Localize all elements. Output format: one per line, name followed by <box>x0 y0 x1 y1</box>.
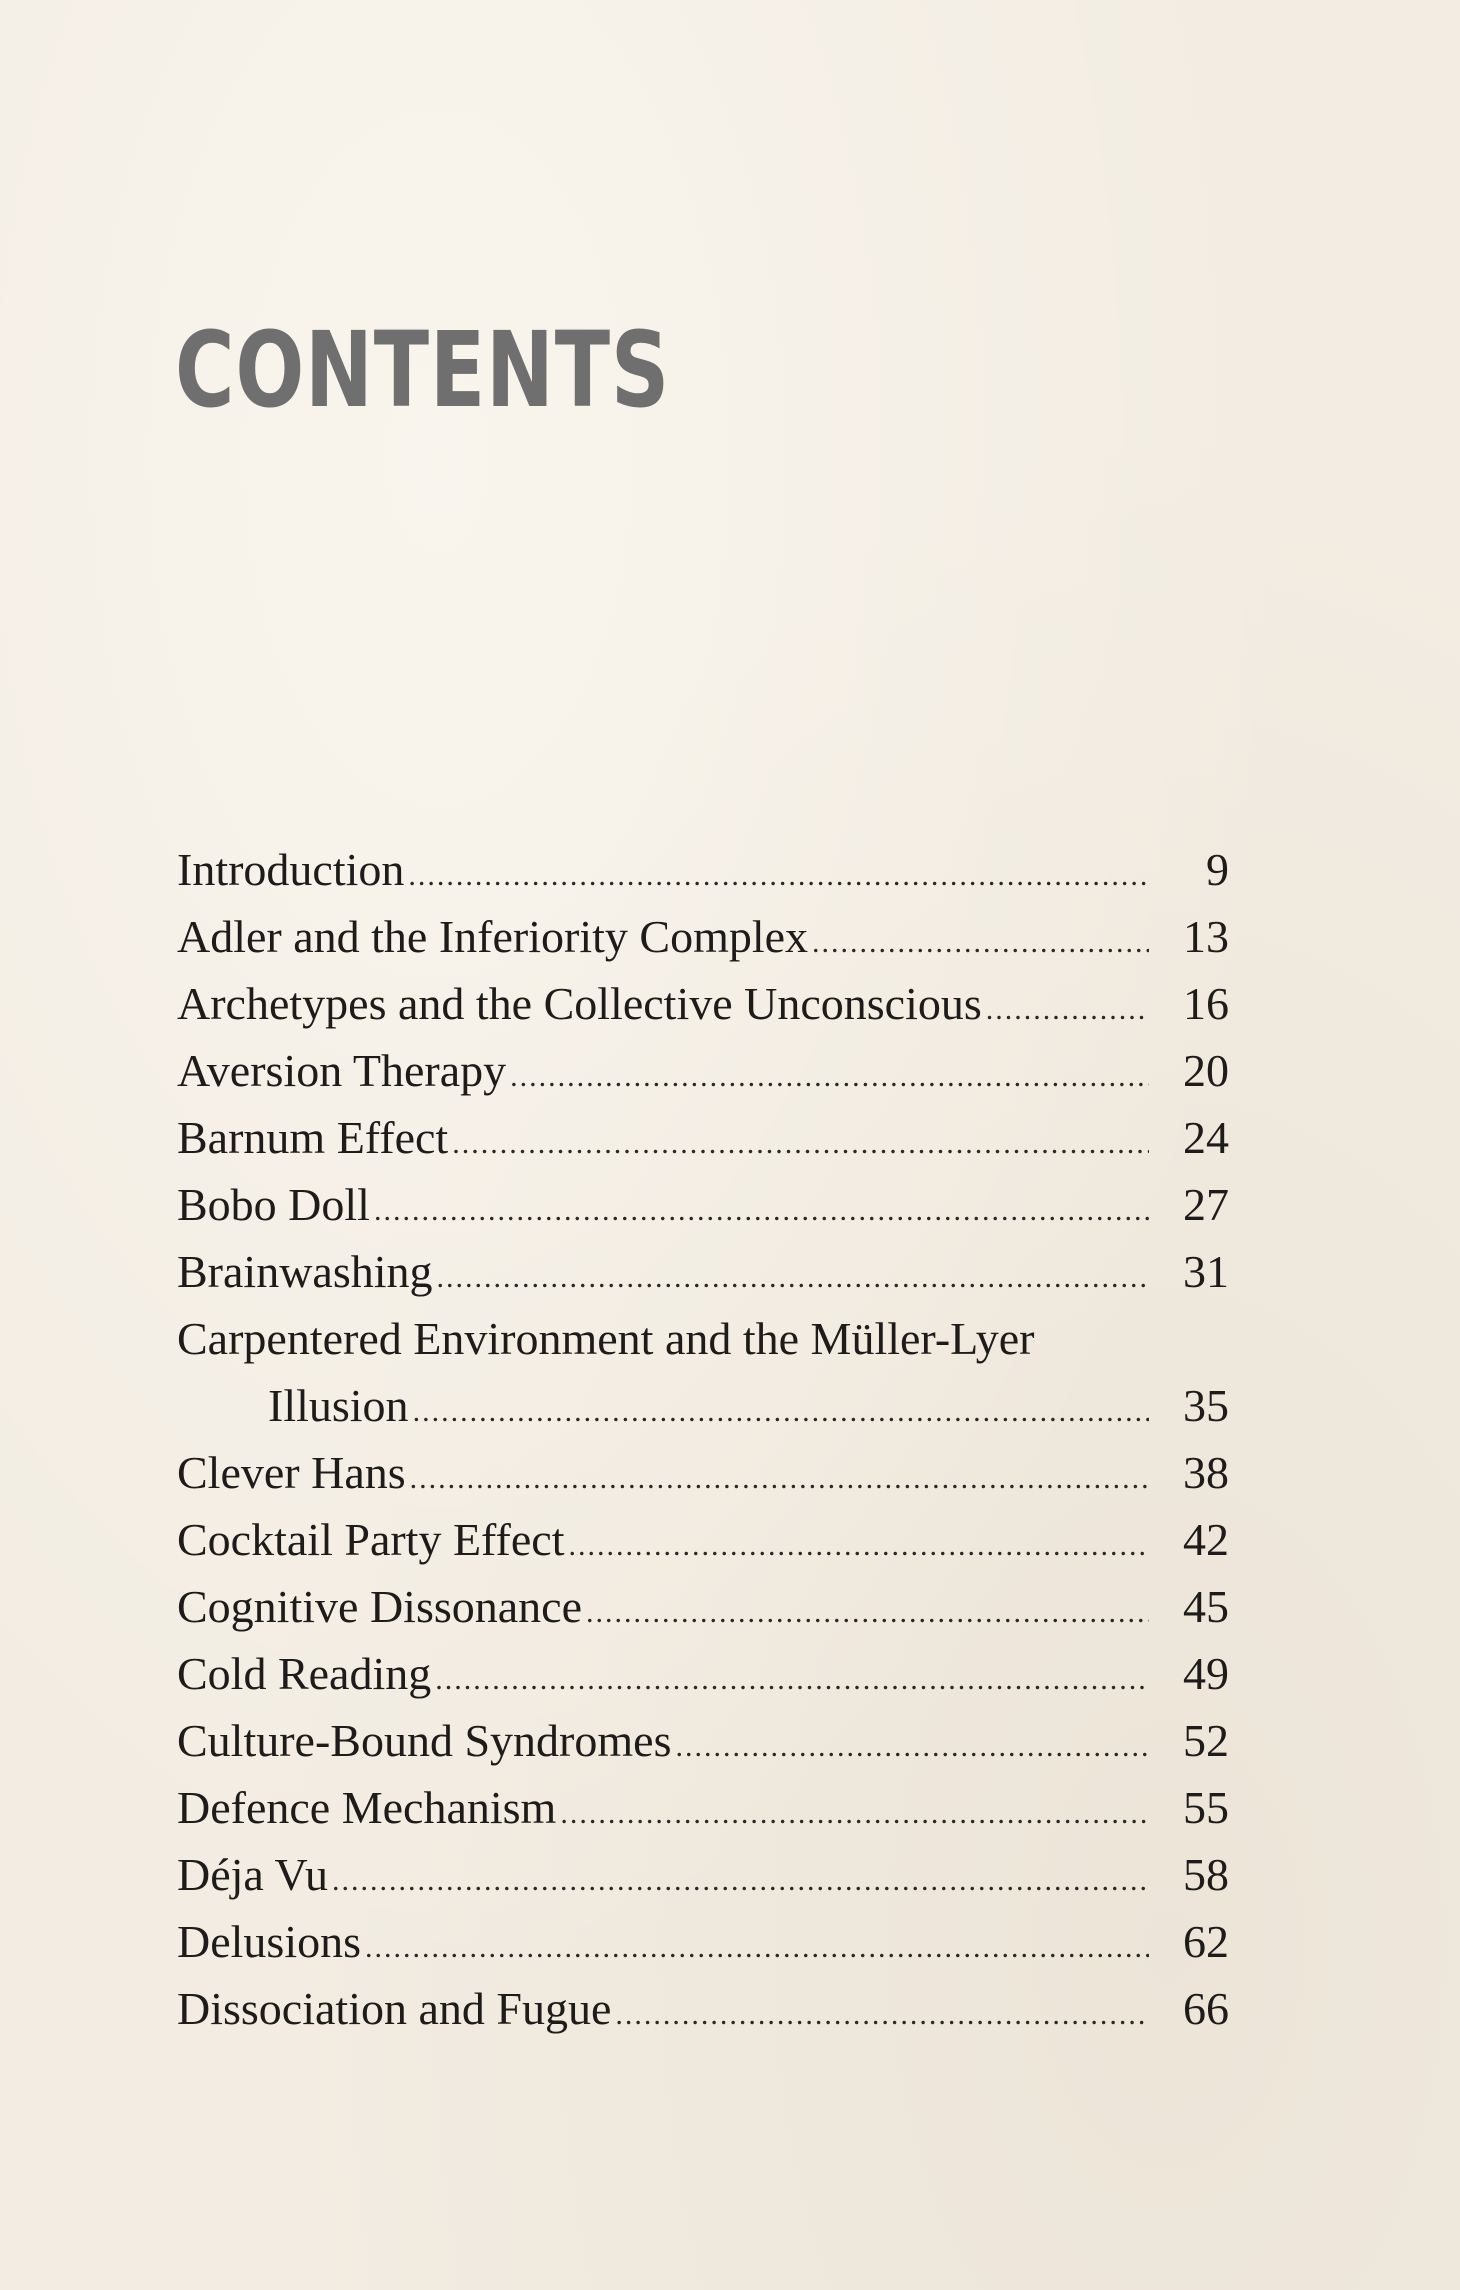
toc-entry-adler <box>177 903 1229 970</box>
toc-entry-archetypes <box>177 970 1229 1037</box>
toc-entry-title: Cognitive Dissonance <box>177 1581 582 1632</box>
dot-leader <box>408 842 1149 909</box>
toc-entry-page: 13 <box>1183 911 1229 962</box>
toc-entry-page: 62 <box>1183 1916 1229 1967</box>
toc-entry-title: Defence Mechanism <box>177 1782 557 1833</box>
toc-entry-barnum-effect <box>177 1104 1229 1171</box>
toc-entry-page: 52 <box>1183 1715 1229 1766</box>
toc-entry-title-continued: Illusion <box>268 1380 409 1431</box>
toc-entry-title: Aversion Therapy <box>177 1045 507 1096</box>
toc-entry-defence-mechanism <box>177 1774 1229 1841</box>
toc-entry-page: 27 <box>1183 1179 1229 1230</box>
toc-entry-dissociation-and-fugue <box>177 1975 1229 2042</box>
toc-entry-delusions <box>177 1908 1229 1975</box>
toc-entry-clever-hans <box>177 1439 1229 1506</box>
toc-entry-title: Barnum Effect <box>177 1112 449 1163</box>
toc-entry-title: Déja Vu <box>177 1849 328 1900</box>
toc-entry-page: 35 <box>1183 1380 1229 1431</box>
dot-leader <box>374 1177 1149 1244</box>
dot-leader <box>410 1445 1149 1512</box>
dot-leader <box>510 1043 1149 1110</box>
dot-leader <box>435 1646 1149 1713</box>
page-title: CONTENTS <box>175 309 671 431</box>
toc-entry-page: 55 <box>1183 1782 1229 1833</box>
toc-entry-introduction <box>177 836 1229 903</box>
toc-entry-carpentered-environment <box>177 1305 1229 1372</box>
dot-leader <box>615 1981 1149 2048</box>
toc-entry-title: Introduction <box>177 844 405 895</box>
toc-entry-aversion-therapy <box>177 1037 1229 1104</box>
dot-leader <box>675 1713 1149 1780</box>
toc-entry-title: Dissociation and Fugue <box>177 1983 612 2034</box>
dot-leader <box>365 1914 1149 1981</box>
toc-entry-title: Adler and the Inferiority Complex <box>177 911 809 962</box>
toc-entry-title: Carpentered Environment and the Müller-Lyer <box>177 1313 1035 1364</box>
dot-leader <box>986 976 1149 1043</box>
toc-entry-title: Brainwashing <box>177 1246 433 1297</box>
toc-entry-page: 24 <box>1183 1112 1229 1163</box>
toc-entry-title: Delusions <box>177 1916 361 1967</box>
toc-entry-title: Culture-Bound Syndromes <box>177 1715 672 1766</box>
toc-entry-page: 31 <box>1183 1246 1229 1297</box>
toc-entry-cognitive-dissonance <box>177 1573 1229 1640</box>
toc-entry-title: Archetypes and the Collective Unconscious <box>177 978 982 1029</box>
dot-leader <box>586 1579 1149 1646</box>
dot-leader <box>812 909 1149 976</box>
toc-entry-page: 42 <box>1183 1514 1229 1565</box>
toc-entry-title: Bobo Doll <box>177 1179 370 1230</box>
toc-entry-page: 45 <box>1183 1581 1229 1632</box>
toc-entry-title: Cold Reading <box>177 1648 432 1699</box>
dot-leader <box>452 1110 1149 1177</box>
table-of-contents <box>177 836 1229 2042</box>
toc-entry-page: 9 <box>1206 844 1229 895</box>
dot-leader <box>568 1512 1149 1579</box>
toc-entry-title: Cocktail Party Effect <box>177 1514 565 1565</box>
toc-entry-title: Clever Hans <box>177 1447 406 1498</box>
toc-entry-carpentered-environment-continued <box>177 1372 1229 1439</box>
toc-entry-cold-reading <box>177 1640 1229 1707</box>
toc-entry-page: 16 <box>1183 978 1229 1029</box>
toc-entry-page: 38 <box>1183 1447 1229 1498</box>
toc-entry-page: 58 <box>1183 1849 1229 1900</box>
toc-entry-page: 66 <box>1183 1983 1229 2034</box>
toc-entry-page: 49 <box>1183 1648 1229 1699</box>
dot-leader <box>413 1378 1149 1445</box>
toc-entry-page: 20 <box>1183 1045 1229 1096</box>
dot-leader <box>560 1780 1149 1847</box>
toc-entry-brainwashing <box>177 1238 1229 1305</box>
dot-leader <box>332 1847 1149 1914</box>
toc-entry-cocktail-party-effect <box>177 1506 1229 1573</box>
toc-entry-bobo-doll <box>177 1171 1229 1238</box>
dot-leader <box>437 1244 1149 1311</box>
toc-entry-culture-bound-syndromes <box>177 1707 1229 1774</box>
toc-entry-deja-vu <box>177 1841 1229 1908</box>
